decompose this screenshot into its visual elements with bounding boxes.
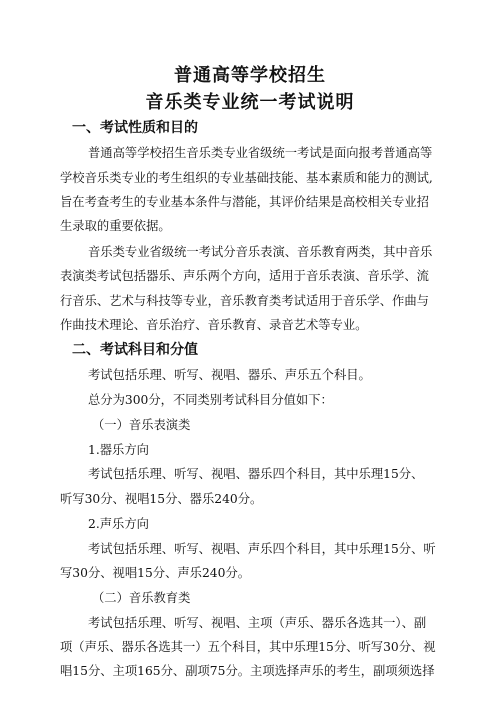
paragraph-line: 考试包括乐理、听写、视唱、声乐四个科目，其中乐理15分、听 xyxy=(88,542,436,556)
paragraph-line: 写30分、视唱15分、声乐240分。 xyxy=(60,566,251,580)
section-2-heading: 二、考试科目和分值 xyxy=(72,342,198,358)
direction-heading: 1.器乐方向 xyxy=(88,443,149,457)
category-heading: （一）音乐表演类 xyxy=(92,418,191,432)
document-title-line-2: 音乐类专业统一考试说明 xyxy=(145,92,355,113)
paragraph-line: 考试包括乐理、听写、视唱、器乐、声乐五个科目。 xyxy=(88,368,371,382)
paragraph-line: 作曲技术理论、音乐治疗、音乐教育、录音艺术等专业。 xyxy=(60,318,368,332)
paragraph-line: 旨在考查考生的专业基本条件与潜能，其评价结果是高校相关专业招 xyxy=(60,195,429,209)
paragraph-line: 听写30分、视唱15分、器乐240分。 xyxy=(60,492,263,506)
paragraph-line: 音乐类专业省级统一考试分音乐表演、音乐教育两类，其中音乐 xyxy=(88,245,433,259)
section-1-heading: 一、考试性质和目的 xyxy=(72,120,198,136)
paragraph-line: 表演类考试包括器乐、声乐两个方向，适用于音乐表演、音乐学、流 xyxy=(60,269,429,283)
paragraph-line: 唱15分、主项165分、副项75分。主项选择声乐的考生，副项须选择 xyxy=(60,664,435,678)
paragraph-line: 生录取的重要依据。 xyxy=(60,219,171,233)
direction-heading: 2.声乐方向 xyxy=(88,517,149,531)
paragraph-line: 项（声乐、器乐各选其一）五个科目，其中乐理15分、听写30分、视 xyxy=(60,640,436,654)
paragraph-line: 普通高等学校招生音乐类专业省级统一考试是面向报考普通高等 xyxy=(88,146,433,160)
paragraph-line: 总分为300分，不同类别考试科目分值如下： xyxy=(88,393,333,407)
category-heading: （二）音乐教育类 xyxy=(92,591,191,605)
paragraph-line: 行音乐、艺术与科技等专业，音乐教育类考试适用于音乐学、作曲与 xyxy=(60,294,429,308)
paragraph-line: 考试包括乐理、听写、视唱、器乐四个科目，其中乐理15分、 xyxy=(88,467,424,481)
document-title-line-1: 普通高等学校招生 xyxy=(174,65,326,86)
paragraph-line: 考试包括乐理、听写、视唱、主项（声乐、器乐各选其一）、副 xyxy=(88,616,427,630)
paragraph-line: 学校音乐类专业的考生组织的专业基础技能、基本素质和能力的测试, xyxy=(60,171,433,185)
